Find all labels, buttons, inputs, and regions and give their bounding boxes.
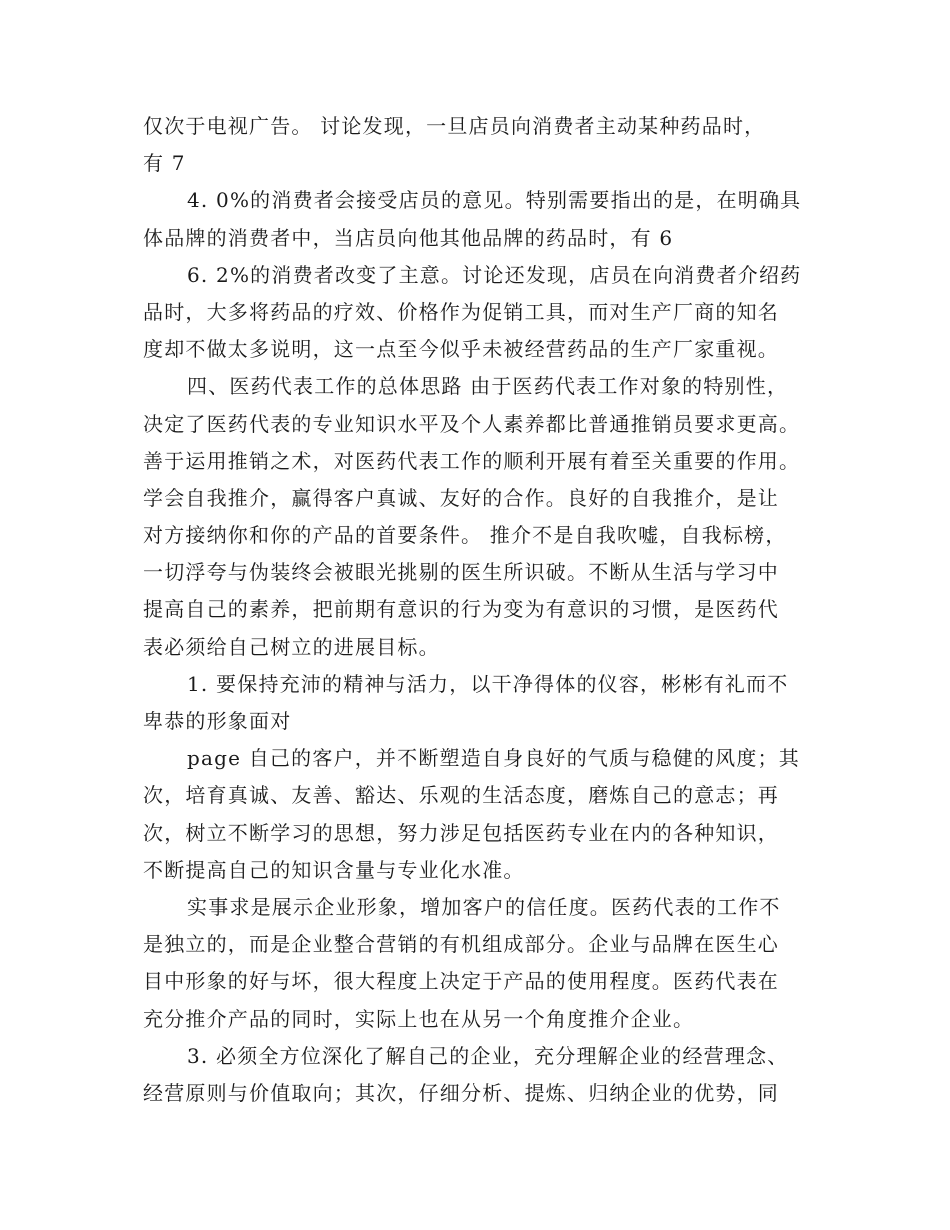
document-body: [143, 108, 823, 1112]
text-line: 3. 必须全方位深化了解自己的企业，充分理解企业的经营理念、: [187, 1043, 789, 1068]
text-line: 表必须给自己树立的进展目标。: [143, 634, 440, 659]
text-line: 4. 0%的消费者会接受店员的意见。特别需要指出的是，在明确具: [187, 188, 802, 213]
text-line: 善于运用推销之术，对医药代表工作的顺利开展有着至关重要的作用。: [143, 448, 801, 473]
text-line: 经营原则与价值取向；其次，仔细分析、提炼、归纳企业的优势，同: [143, 1080, 779, 1105]
text-line: 度却不做太多说明，这一点至今似乎未被经营药品的生产厂家重视。: [143, 337, 779, 362]
text-line: 四、医药代表工作的总体思路 由于医药代表工作对象的特别性，: [187, 374, 789, 399]
text-line: 卑恭的形象面对: [143, 709, 292, 733]
text-line: 学会自我推介，赢得客户真诚、友好的合作。良好的自我推介，是让: [143, 485, 779, 510]
text-line: 有 7: [143, 151, 186, 176]
text-line: 是独立的，而是企业整合营销的有机组成部分。企业与品牌在医生心: [143, 932, 779, 957]
text-line: 不断提高自己的知识含量与专业化水准。: [143, 857, 525, 882]
text-line: 提高自己的素养，把前期有意识的行为变为有意识的习惯，是医药代: [143, 597, 779, 622]
text-line: 充分推介产品的同时，实际上也在从另一个角度推介企业。: [143, 1006, 695, 1031]
text-line: 实事求是展示企业形象，增加客户的信任度。医药代表的工作不: [187, 894, 781, 919]
text-line: 品时，大多将药品的疗效、价格作为促销工具，而对生产厂商的知名: [143, 299, 779, 324]
text-line: 体品牌的消费者中，当店员向他其他品牌的药品时，有 6: [143, 225, 674, 250]
text-line: 次，树立不断学习的思想，努力涉足包括医药专业在内的各种知识，: [143, 820, 779, 845]
text-line: 目中形象的好与坏，很大程度上决定于产品的使用程度。医药代表在: [143, 969, 779, 994]
text-line: 1. 要保持充沛的精神与活力，以干净得体的仪容，彬彬有礼而不: [187, 671, 789, 696]
text-line: 次，培育真诚、友善、豁达、乐观的生活态度，磨炼自己的意志；再: [143, 783, 779, 808]
text-line: 仅次于电视广告。 讨论发现，一旦店员向消费者主动某种药品时，: [143, 114, 766, 138]
text-line: page 自己的客户，并不断塑造自身良好的气质与稳健的风度；其: [187, 746, 800, 771]
text-line: 决定了医药代表的专业知识水平及个人素养都比普通推销员要求更高。: [143, 411, 801, 436]
text-line: 一切浮夸与伪装终会被眼光挑剔的医生所识破。不断从生活与学习中: [143, 560, 779, 585]
text-line: 6. 2%的消费者改变了主意。讨论还发现，店员在向消费者介绍药: [187, 262, 802, 287]
text-line: 对方接纳你和你的产品的首要条件。 推介不是自我吹嘘，自我标榜，: [143, 523, 787, 548]
